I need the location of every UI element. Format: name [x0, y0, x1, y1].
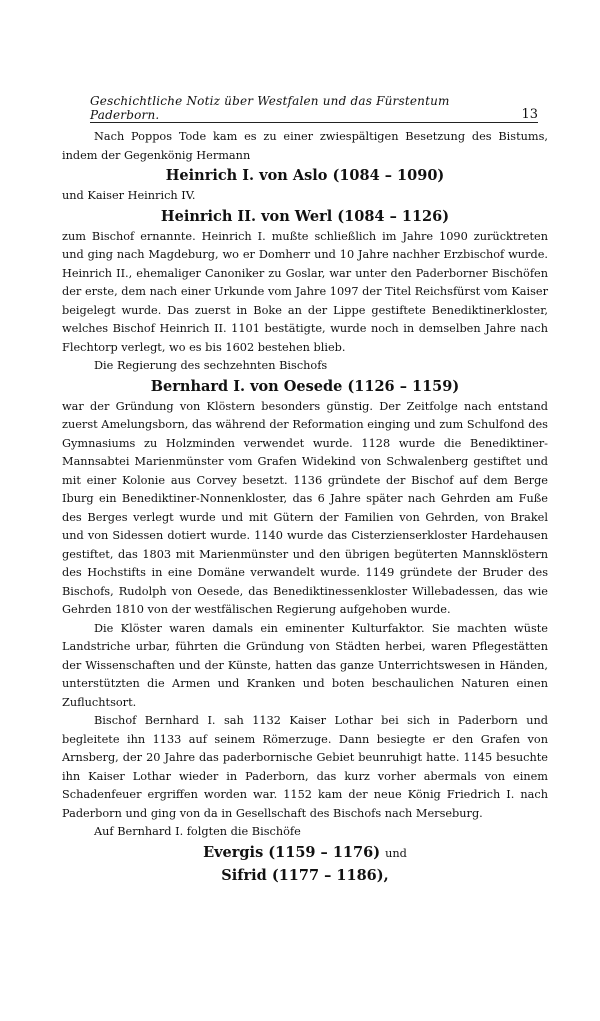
paragraph-1: zum Bischof ernannte. Heinrich I. mußte schließlich im Jahre 1090 zurücktreten und ging nach Magdeburg, wo er Domherr und 10 Jahre nachher Erzbischof wurde. Heinrich II., ehemaliger Canoniker zu Goslar, war unter den Paderborner Bischöfen der erste, dem nach einer Urkunde vom Jahre 1097 der Titel Reichsfürst vom Kaiser beigelegt wurde. Das zuerst in Boke an der Lippe gestiftete Benediktinerkloster, welches Bischof Heinrich II. 1101 bestätigte, wurde noch in demselben Jahre nach Flechtorp verlegt, wo es bis 1602 bestehen blieb. — [62, 229, 548, 354]
header-title: Geschichtliche Notiz über Westfalen und das Fürstentum Paderborn. — [90, 94, 450, 122]
intro-paragraph: Nach Poppos Tode kam es zu einer zwiespältigen Besetzung des Bistums, indem der Gegenkönig Hermann — [62, 130, 548, 162]
paragraph-4: Die Klöster waren damals ein eminenter Kulturfaktor. Sie machten wüste Landstriche urbar, führten die Gründung von Städten herbei, waren Pflegestätten der Wissenschaften und der Künste, hatten das ganze Unterrichtswesen in Händen, unterstützten die Armen und Kranken und boten beschaulichen Naturen einen Zufluchtsort. — [62, 621, 548, 709]
paragraph-2: Die Regierung des sechzehnten Bischofs — [94, 359, 328, 372]
after-heading-1: und Kaiser Heinrich IV. — [62, 189, 196, 202]
running-header — [90, 94, 538, 123]
heading-bernhard-1: Bernhard I. von Oesede (1126 – 1159) — [150, 377, 460, 395]
heading-sifrid: Sifrid (1177 – 1186), — [221, 866, 389, 884]
paragraph-3: war der Gründung von Klöstern besonders günstig. Der Zeitfolge nach entstand zuerst Amelungsborn, das während der Reformation einging und zum Schulfond des Gymnasiums zu Holzminden verwendet wurde. 1128 wurde die Benediktiner-Mannsabtei Marienmünster vom Grafen Widekind von Schwalenberg gestiftet und mit einer Kolonie aus Corvey besetzt. 1136 gründete der Bischof auf dem Berge Iburg ein Benediktiner-Nonnenkloster, das 6 Jahre später nach Gehrden am Fuße des Berges verlegt wurde und mit Gütern der Familien von Gehrden, von Brakel und von Sidessen dotiert wurde. 1140 wurde das Cisterzienserkloster Hardehausen gestiftet, das 1803 mit Marienmünster und den übrigen begüterten Mannsklöstern des Hochstifts in eine Domäne verwandelt wurde. 1149 gründete der Bruder des Bischofs, Rudolph von Oesede, das Benediktinessenkloster Willebadessen, das wie Gehrden 1810 von der westfälischen Regierung aufgehoben wurde. — [62, 399, 548, 616]
heading-join-word: und — [385, 846, 407, 860]
page-number: 13 — [521, 107, 538, 122]
body-text — [62, 128, 548, 887]
heading-evergis-text: Evergis (1159 – 1176) — [203, 843, 381, 861]
paragraph-5: Bischof Bernhard I. sah 1132 Kaiser Lothar bei sich in Paderborn und begleitete ihn 1133 auf seinem Römerzuge. Dann besiegte er den Grafen von Arnsberg, der 20 Jahre das paderbornische Gebiet beunruhigt hatte. 1145 besuchte ihn Kaiser Lothar wieder in Paderborn, das kurz vorher abermals von einem Schadenfeuer ergriffen worden war. 1152 kam der neue König Friedrich I. nach Paderborn und ging von da in Gesellschaft des Bischofs nach Merseburg. — [62, 714, 548, 820]
heading-heinrich-1: Heinrich I. von Aslo (1084 – 1090) — [165, 167, 445, 184]
heading-heinrich-2: Heinrich II. von Werl (1084 – 1126) — [160, 207, 450, 225]
paragraph-6: Auf Bernhard I. folgten die Bischöfe — [94, 825, 301, 838]
heading-evergis — [62, 842, 548, 865]
